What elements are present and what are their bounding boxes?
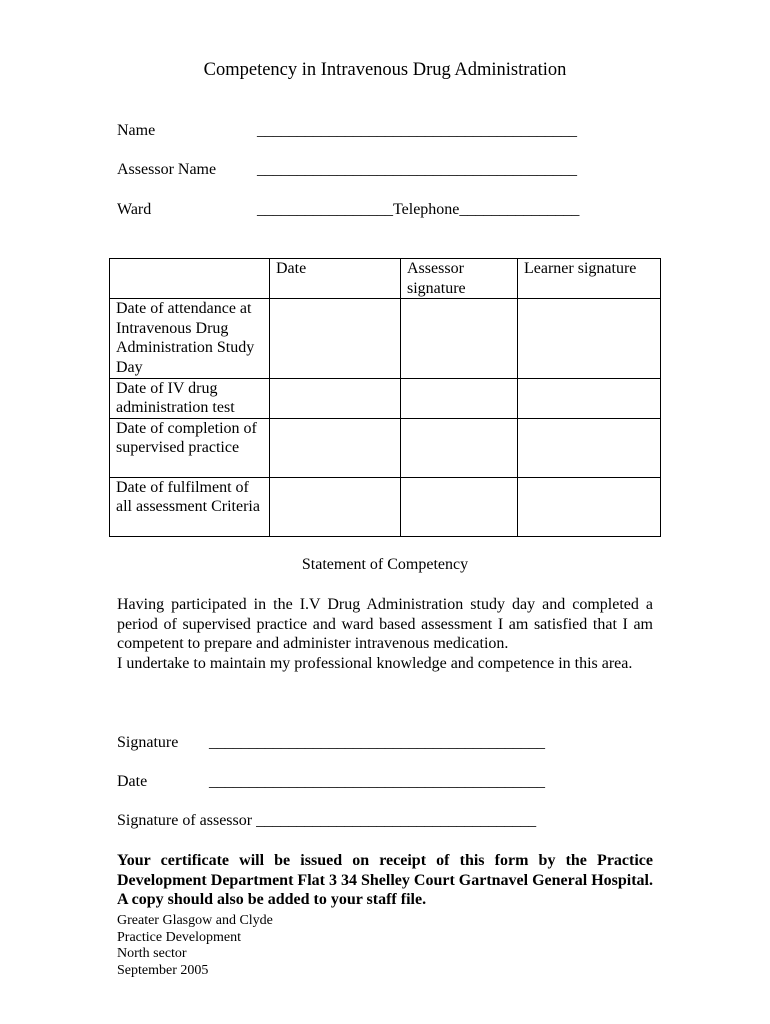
row-label: Date of completion of supervised practice — [110, 418, 270, 477]
signature-line[interactable]: __________________________________________ — [209, 734, 545, 751]
assessor-signature-field[interactable] — [117, 810, 536, 832]
learner-signature-cell[interactable] — [518, 418, 661, 477]
telephone-label: Telephone — [393, 201, 460, 218]
date-cell[interactable] — [270, 418, 401, 477]
assessor-signature-cell[interactable] — [401, 477, 518, 536]
table-header-cell: Date — [270, 259, 401, 299]
competency-table — [109, 258, 661, 537]
row-label: Date of fulfilment of all assessment Criteria — [110, 477, 270, 536]
statement-paragraph-1: Having participated in the I.V Drug Administration study day and completed a period of supervised practice and ward based assessment I am satisfied that I am competent to prepare and administer intravenous medication. — [117, 596, 653, 653]
page-title: Competency in Intravenous Drug Administration — [203, 60, 567, 80]
footer — [117, 913, 273, 979]
name-line[interactable]: ________________________________________ — [257, 122, 577, 139]
table-header-cell — [110, 259, 270, 299]
table-row — [110, 477, 661, 536]
name-field[interactable] — [117, 120, 155, 142]
ward-label: Ward — [117, 201, 152, 218]
statement-text — [117, 595, 653, 673]
table-row — [110, 378, 661, 418]
learner-signature-cell[interactable] — [518, 477, 661, 536]
learner-signature-cell[interactable] — [518, 299, 661, 378]
footer-line: Greater Glasgow and Clyde — [117, 913, 273, 928]
table-header-row — [110, 259, 661, 299]
date-line[interactable]: __________________________________________ — [209, 773, 545, 790]
assessor-name-line[interactable]: ________________________________________ — [257, 161, 577, 178]
footer-line: Practice Development — [117, 929, 242, 945]
assessor-signature-cell[interactable] — [401, 299, 518, 378]
footer-line: North sector — [117, 946, 187, 962]
signature-label: Signature — [117, 734, 179, 751]
ward-field[interactable] — [117, 199, 151, 221]
statement-paragraph-2: I undertake to maintain my professional knowledge and competence in this area. — [117, 654, 633, 672]
ward-line[interactable]: _________________ — [257, 201, 393, 218]
date-cell[interactable] — [270, 477, 401, 536]
ward-telephone-line[interactable] — [257, 199, 579, 221]
assessor-signature-cell[interactable] — [401, 378, 518, 418]
table-row — [110, 299, 661, 378]
assessor-name-label: Assessor Name — [117, 161, 217, 178]
date-label: Date — [117, 773, 148, 790]
certificate-note: Your certificate will be issued on receipt of this form by the Practice Development Department Flat 3 34 Shelley Court Gartnavel General Hospital. A copy should also be added to your staff file. — [117, 852, 653, 909]
table-row — [110, 418, 661, 477]
table-header-cell: Assessor signature — [401, 259, 518, 299]
date-cell[interactable] — [270, 299, 401, 378]
statement-title: Statement of Competency — [301, 556, 469, 573]
footer-line: September 2005 — [117, 962, 209, 978]
learner-signature-cell[interactable] — [518, 378, 661, 418]
assessor-signature-label: Signature of assessor — [117, 812, 253, 829]
table-header-cell: Learner signature — [518, 259, 661, 299]
date-cell[interactable] — [270, 378, 401, 418]
telephone-line[interactable]: _______________ — [459, 201, 580, 218]
row-label: Date of attendance at Intravenous Drug Administration Study Day — [110, 299, 270, 378]
assessor-signature-cell[interactable] — [401, 418, 518, 477]
assessor-signature-line[interactable]: ___________________________________ — [256, 812, 537, 829]
name-label: Name — [117, 122, 156, 139]
assessor-name-field[interactable] — [117, 159, 216, 181]
row-label: Date of IV drug administration test — [110, 378, 270, 418]
